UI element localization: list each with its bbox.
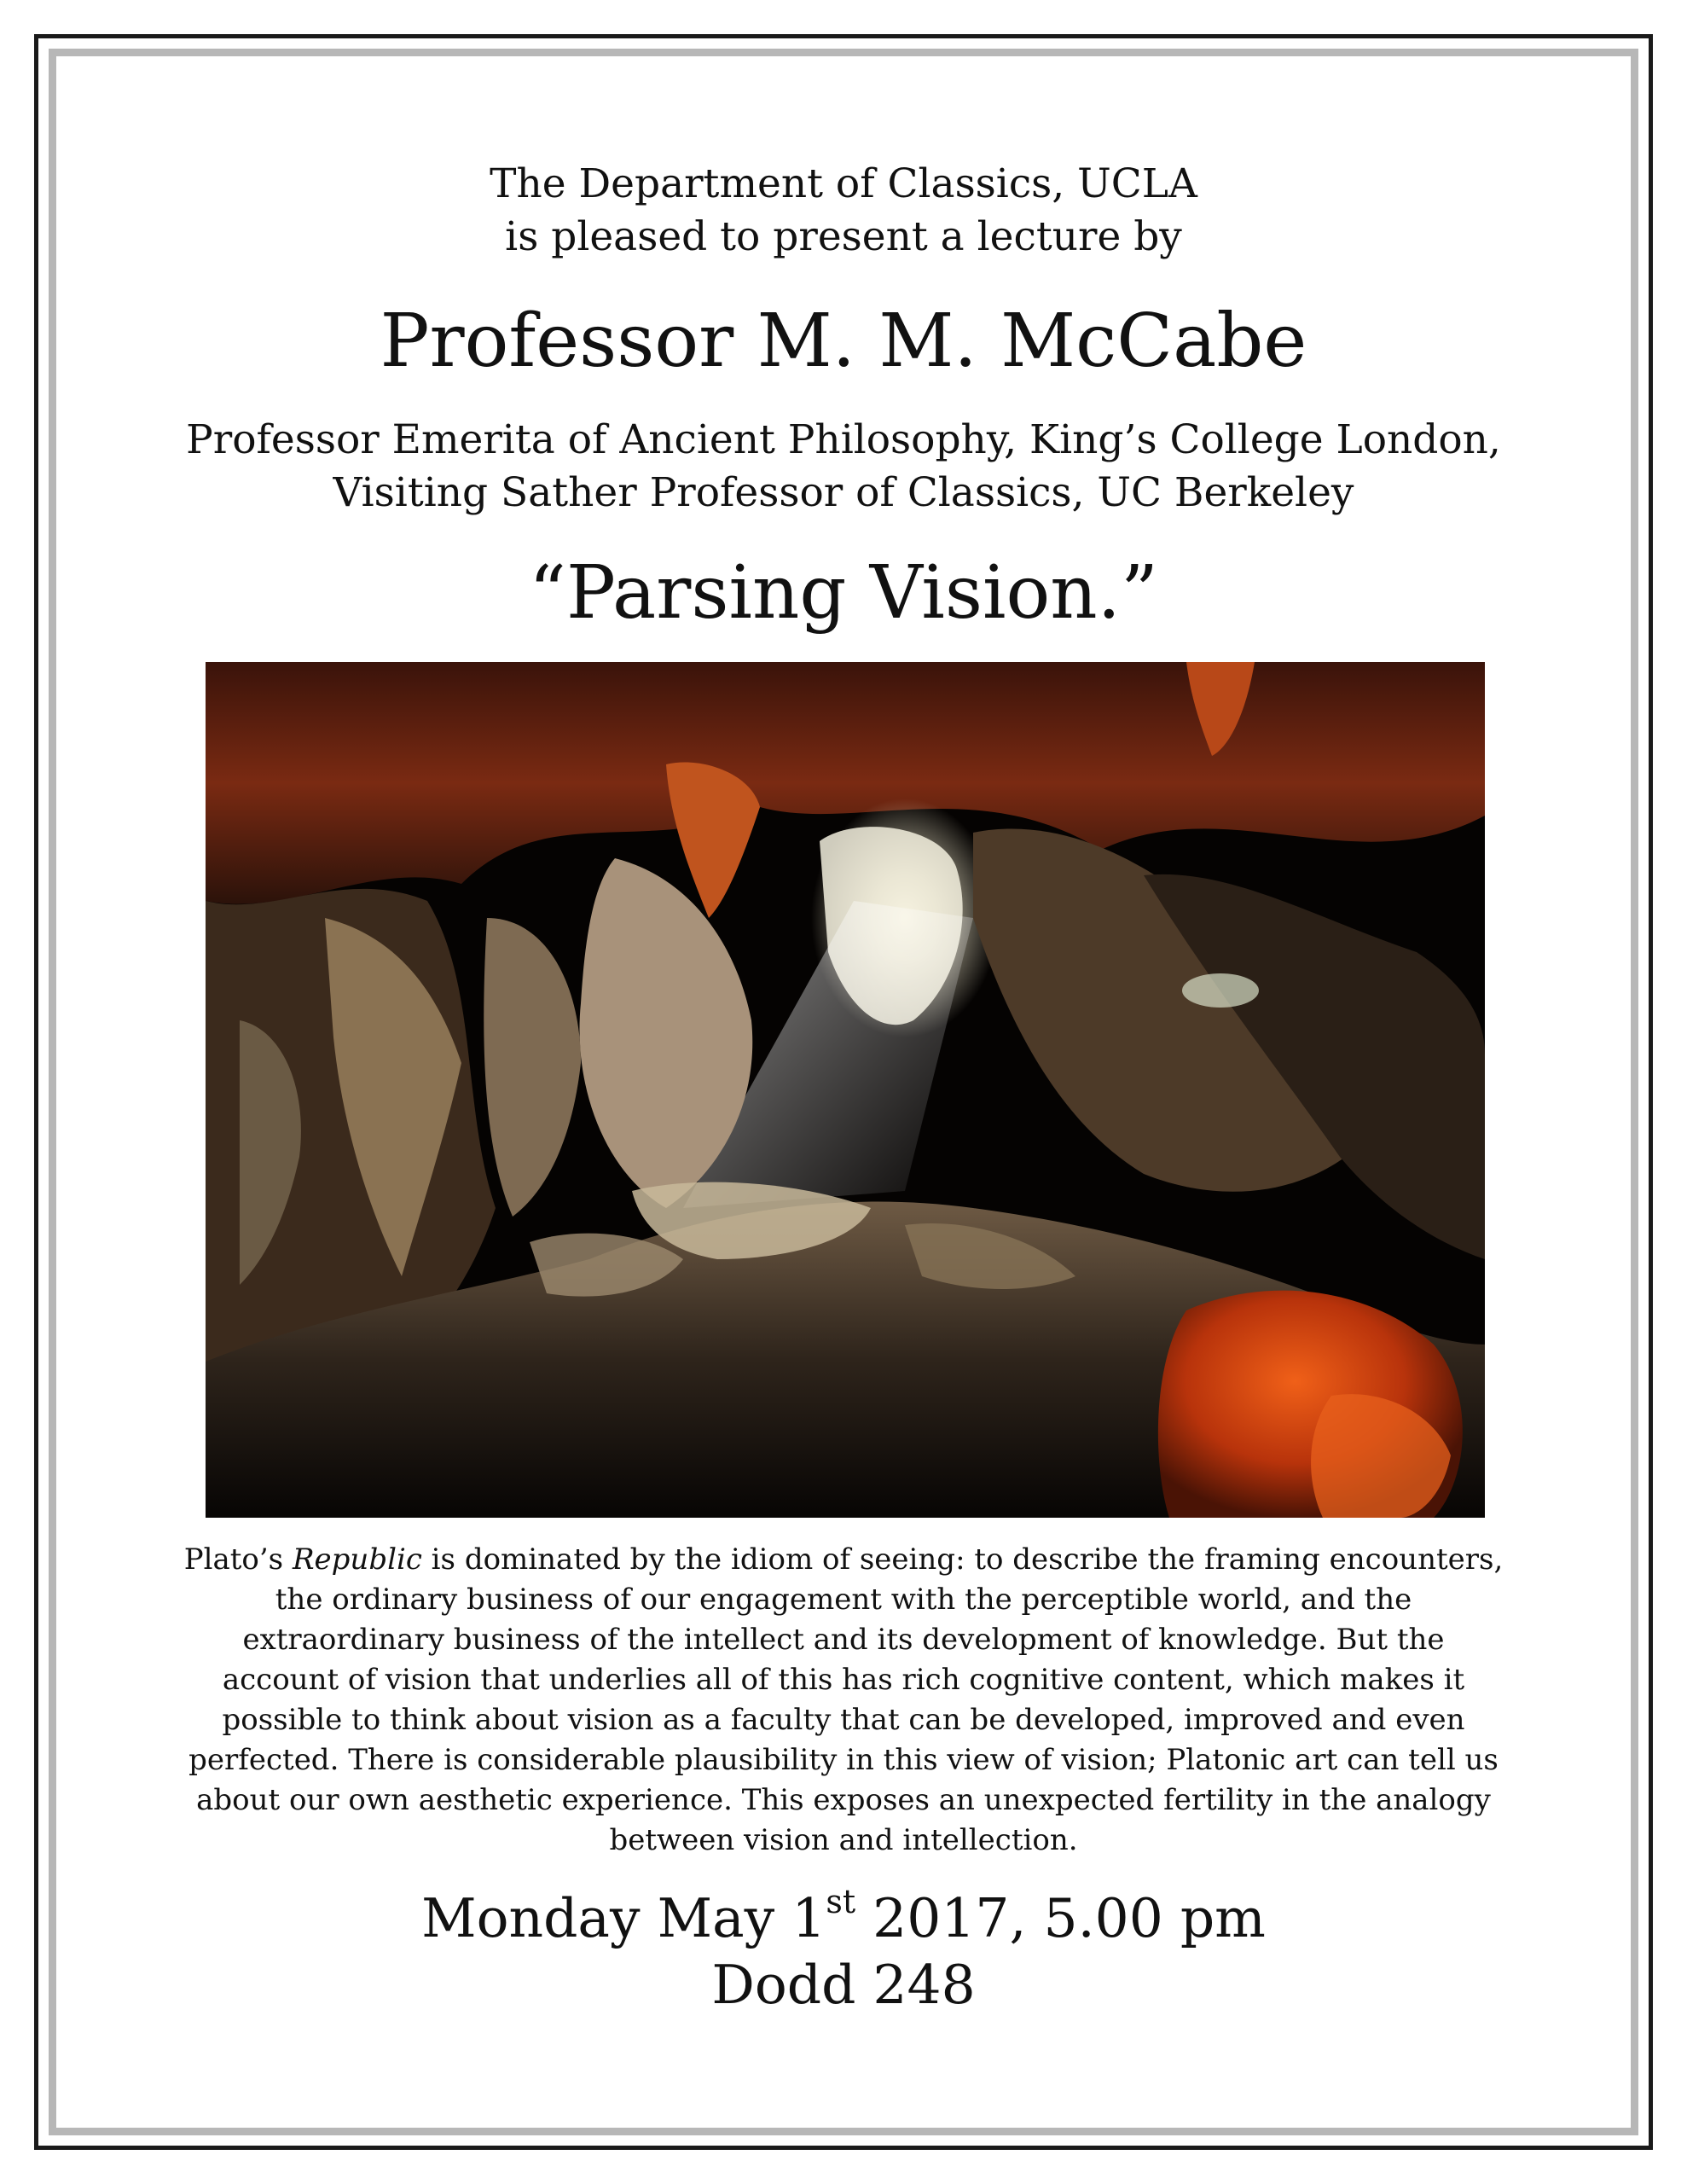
date-prefix: Monday May 1 bbox=[421, 1887, 826, 1949]
speaker-affiliation bbox=[68, 414, 1619, 520]
date-rest: 2017, 5.00 pm bbox=[855, 1887, 1266, 1949]
abstract-line: perfected. There is considerable plausibility in this view of vision; Platonic art can tell us bbox=[188, 1743, 1499, 1777]
date-ordinal: st bbox=[826, 1883, 856, 1920]
lecture-date bbox=[68, 1885, 1619, 1952]
abstract-line-1-rest: is dominated by the idiom of seeing: to describe the framing encounters, bbox=[421, 1542, 1504, 1577]
intro-text bbox=[68, 158, 1619, 264]
affiliation-line-berkeley: Visiting Sather Professor of Classics, UC Berkeley bbox=[333, 469, 1354, 516]
intro-line-presents: is pleased to present a lecture by bbox=[505, 213, 1182, 260]
lecture-location: Dodd 248 bbox=[711, 1954, 976, 2016]
abstract-line: about our own aesthetic experience. This exposes an unexpected fertility in the analogy bbox=[196, 1783, 1491, 1817]
abstract-line: extraordinary business of the intellect and its development of knowledge. But the bbox=[242, 1623, 1445, 1657]
speaker-name: Professor M. M. McCabe bbox=[380, 299, 1307, 384]
abstract-line bbox=[145, 1540, 1542, 1580]
lecture-abstract bbox=[145, 1540, 1542, 1861]
republic-title: Republic bbox=[292, 1542, 422, 1577]
abstract-line: between vision and intellection. bbox=[609, 1823, 1078, 1857]
intro-line-department: The Department of Classics, UCLA bbox=[490, 160, 1197, 207]
abstract-line: possible to think about vision as a faculty that can be developed, improved and even bbox=[222, 1703, 1465, 1737]
cave-photo bbox=[206, 662, 1485, 1518]
abstract-line: account of vision that underlies all of this has rich cognitive content, which makes it bbox=[222, 1663, 1465, 1697]
abstract-prefix: Plato’s bbox=[183, 1542, 293, 1577]
lecture-title: “Parsing Vision.” bbox=[529, 550, 1158, 636]
abstract-line: the ordinary business of our engagement with the perceptible world, and the bbox=[275, 1583, 1412, 1617]
affiliation-line-kings: Professor Emerita of Ancient Philosophy, King’s College London, bbox=[186, 416, 1501, 463]
